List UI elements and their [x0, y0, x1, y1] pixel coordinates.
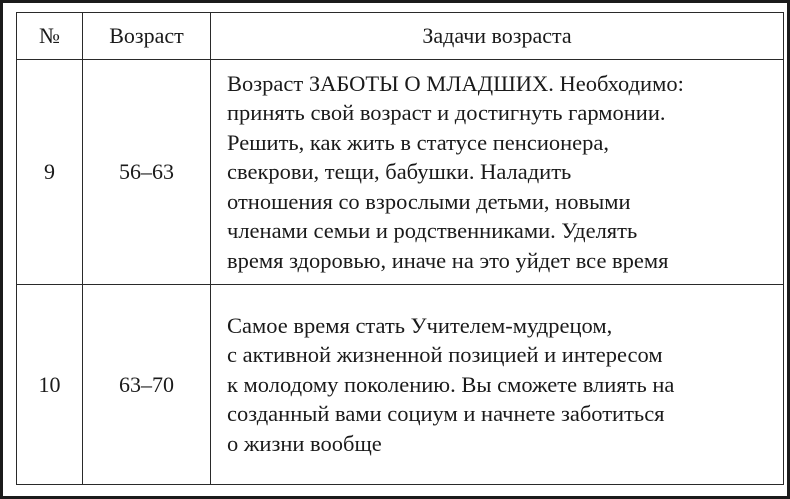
- task-line: свекрови, тещи, бабушки. Наладить: [227, 159, 572, 185]
- age-range: 63–70: [83, 285, 211, 485]
- header-num: №: [17, 13, 83, 60]
- age-range: 56–63: [83, 60, 211, 285]
- age-tasks-cell: [211, 60, 784, 285]
- age-tasks-table: [16, 12, 784, 485]
- age-tasks-cell: [211, 285, 784, 485]
- task-line: о жизни вообще: [227, 430, 382, 456]
- task-line: время здоровью, иначе на это уйдет все время: [227, 247, 669, 273]
- task-line: Самое время стать Учителем-мудрецом,: [227, 312, 613, 338]
- task-line: членами семьи и родственниками. Уделять: [227, 218, 638, 244]
- header-tasks: Задачи возраста: [211, 13, 784, 60]
- table-row: [17, 60, 784, 285]
- task-line: отношения со взрослыми детьми, новыми: [227, 188, 631, 214]
- task-line: Решить, как жить в статусе пенсионера,: [227, 129, 609, 155]
- task-line: созданный вами социум и начнете заботиться: [227, 401, 665, 427]
- task-line: Возраст ЗАБОТЫ О МЛАДШИХ. Необходимо:: [227, 71, 684, 97]
- row-number: 9: [17, 60, 83, 285]
- task-line: принять свой возраст и достигнуть гармонии.: [227, 100, 666, 126]
- row-number: 10: [17, 285, 83, 485]
- header-age: Возраст: [83, 13, 211, 60]
- task-line: к молодому поколению. Вы сможете влиять на: [227, 371, 675, 397]
- header-row: [17, 13, 784, 60]
- task-line: с активной жизненной позицией и интересом: [227, 342, 663, 368]
- table-row: [17, 285, 784, 485]
